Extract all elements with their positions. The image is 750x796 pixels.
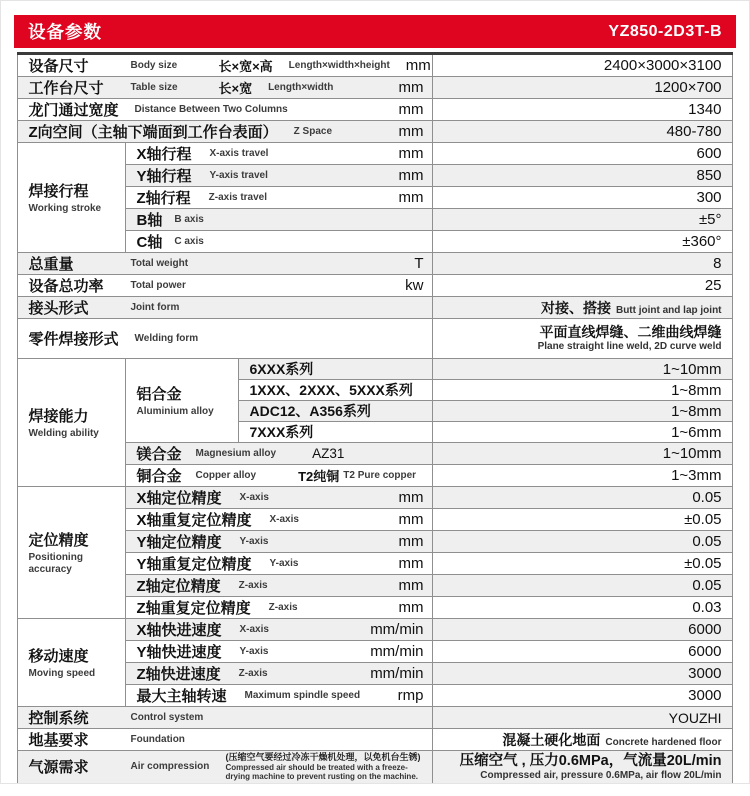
- row-spindle-speed: [18, 685, 732, 707]
- label-en: Foundation: [130, 734, 185, 745]
- row-air-compression: [18, 751, 732, 784]
- row-total-power: [18, 275, 732, 297]
- value-zh: 压缩空气 , 压力0.6MPa，气流量20L/min: [459, 752, 722, 769]
- label-zh: C轴: [136, 234, 163, 251]
- label-zh: 设备尺寸: [28, 58, 89, 75]
- row-z-rapid: [18, 663, 732, 685]
- value: 1~10mm: [432, 359, 732, 380]
- label-zh: Z轴定位精度: [136, 578, 221, 595]
- unit: mm: [398, 533, 424, 550]
- unit: mm: [398, 167, 424, 184]
- model-number: YZ850-2D3T-B: [608, 22, 722, 40]
- label-zh: 地基要求: [28, 732, 89, 749]
- row-foundation: [18, 729, 732, 751]
- value: 300: [432, 187, 732, 209]
- group-positioning: [18, 487, 126, 619]
- row-x-rep: [18, 509, 732, 531]
- group-working-stroke: [18, 143, 126, 253]
- label-zh: 气源需求: [28, 759, 89, 777]
- label-zh: 最大主轴转速: [136, 688, 227, 705]
- group-en: Welding ability: [28, 428, 99, 439]
- label-zh: X轴快进速度: [136, 622, 222, 639]
- unit: kw: [405, 277, 424, 294]
- row-al-6xxx: [18, 359, 732, 380]
- series-label: 7XXX系列: [249, 424, 314, 440]
- label-en: Distance Between Two Columns: [134, 104, 288, 115]
- value: 1340: [432, 99, 732, 121]
- row-y-rep: [18, 553, 732, 575]
- row-x-travel: [18, 143, 732, 165]
- label-en: Y-axis: [239, 646, 269, 657]
- label-en: Z-axis: [238, 580, 268, 591]
- row-x-pos: [18, 487, 732, 509]
- value: 3000: [432, 685, 732, 707]
- label-en: Maximum spindle speed: [244, 690, 361, 701]
- row-copper: [18, 465, 732, 487]
- value: 850: [432, 165, 732, 187]
- label-zh: 接头形式: [28, 300, 89, 317]
- series-label: ADC12、A356系列: [249, 403, 371, 419]
- value: ±0.05: [432, 553, 732, 575]
- label-en: Z-axis travel: [208, 192, 268, 203]
- value: 8: [432, 253, 732, 275]
- spec-en: T2 Pure copper: [343, 470, 417, 481]
- value-zh: 混凝土硬化地面: [502, 731, 601, 748]
- group-welding-ability: [18, 359, 126, 487]
- value-zh: 平面直线焊缝、二维曲线焊缝: [539, 323, 722, 340]
- value: YOUZHI: [432, 707, 732, 729]
- spec-zh: 长×宽: [218, 81, 253, 96]
- label-en: Welding form: [134, 333, 199, 344]
- value: 6000: [432, 641, 732, 663]
- label-en: Joint form: [130, 302, 180, 313]
- label-en: X-axis: [239, 492, 269, 503]
- label-en: Magnesium alloy: [195, 448, 277, 459]
- row-z-pos: [18, 575, 732, 597]
- value: 1~10mm: [432, 443, 732, 465]
- value-zh: 对接、搭接: [540, 299, 611, 316]
- page-title: 设备参数: [28, 22, 102, 42]
- value: ±0.05: [432, 509, 732, 531]
- label-zh: 控制系统: [28, 710, 89, 727]
- label-en: Z-axis: [238, 668, 268, 679]
- label-zh: 设备总功率: [28, 278, 104, 295]
- row-z-travel: [18, 187, 732, 209]
- label-en: B axis: [174, 214, 204, 225]
- value: 0.05: [432, 487, 732, 509]
- group-aluminium: [126, 359, 239, 443]
- series-label: 1XXX、2XXX、5XXX系列: [249, 382, 413, 398]
- header-bar: [14, 15, 736, 48]
- row-b-axis: [18, 209, 732, 231]
- label-en: Copper alloy: [195, 470, 257, 481]
- label-en: Table size: [130, 82, 178, 93]
- label-en: Y-axis: [269, 558, 299, 569]
- label-zh: Z轴行程: [136, 190, 191, 207]
- group-en: Working stroke: [28, 203, 102, 214]
- value-en: Concrete hardened floor: [605, 736, 722, 748]
- label-en: Y-axis: [239, 536, 269, 547]
- value: 1~3mm: [432, 465, 732, 487]
- label-en: C axis: [174, 236, 204, 247]
- group-zh: 定位精度: [28, 532, 89, 549]
- unit: mm/min: [370, 643, 424, 660]
- value-en: Compressed air, pressure 0.6MPa, air flow 20L/min: [480, 769, 722, 781]
- spec: AZ31: [312, 446, 345, 461]
- unit: mm: [398, 555, 424, 572]
- unit: rmp: [397, 687, 424, 704]
- value: 1200×700: [432, 77, 732, 99]
- series-label: 6XXX系列: [249, 361, 314, 377]
- label-en: X-axis: [239, 624, 269, 635]
- row-magnesium: [18, 443, 732, 465]
- spec-en: Length×width×height: [288, 60, 390, 71]
- group-zh: 铝合金: [136, 386, 182, 403]
- row-total-weight: [18, 253, 732, 275]
- label-en: Y-axis travel: [209, 170, 268, 181]
- spec-zh: 长×宽×高: [218, 59, 273, 74]
- label-zh: X轴行程: [136, 146, 192, 163]
- label-zh: 镁合金: [136, 446, 182, 463]
- air-note: [226, 752, 424, 782]
- group-en: Moving speed: [28, 668, 96, 679]
- unit: mm: [398, 189, 424, 206]
- value: 1~8mm: [432, 380, 732, 401]
- label-en: Body size: [130, 60, 178, 71]
- label-zh: 龙门通过宽度: [28, 102, 119, 119]
- unit: mm: [398, 489, 424, 506]
- value: 600: [432, 143, 732, 165]
- row-z-rep: [18, 597, 732, 619]
- label-en: Air compression: [130, 761, 210, 773]
- unit: mm: [398, 145, 424, 162]
- row-gantry-width: [18, 99, 732, 121]
- air-note-en: Compressed air should be treated with a freeze-drying machine to prevent rusting on the machine.: [225, 762, 418, 782]
- row-c-axis: [18, 231, 732, 253]
- row-joint-form: [18, 297, 732, 319]
- label-en: Z-axis: [268, 602, 298, 613]
- unit: mm: [398, 101, 424, 118]
- value: ±360°: [432, 231, 732, 253]
- air-note-zh: (压缩空气要经过冷冻干燥机处理，以免机台生锈): [225, 752, 421, 762]
- spec-zh: T2纯铜: [298, 469, 340, 484]
- label-en: X-axis travel: [209, 148, 269, 159]
- row-z-space: [18, 121, 732, 143]
- group-zh: 焊接行程: [28, 183, 89, 200]
- row-x-rapid: [18, 619, 732, 641]
- row-welding-form: [18, 319, 732, 359]
- value: 480-780: [432, 121, 732, 143]
- unit: mm/min: [370, 621, 424, 638]
- row-y-rapid: [18, 641, 732, 663]
- value: 6000: [432, 619, 732, 641]
- label-zh: 工作台尺寸: [28, 80, 104, 97]
- label-en: X-axis: [269, 514, 299, 525]
- label-en: Total weight: [130, 258, 189, 269]
- value: 1~8mm: [432, 401, 732, 422]
- row-table-size: [18, 77, 732, 99]
- value-en: Plane straight line weld, 2D curve weld: [537, 341, 722, 352]
- row-control-system: [18, 707, 732, 729]
- value-en: Butt joint and lap joint: [615, 304, 722, 316]
- label-en: Z Space: [293, 126, 333, 137]
- label-zh: Y轴定位精度: [136, 534, 222, 551]
- value: 3000: [432, 663, 732, 685]
- value: 1~6mm: [432, 422, 732, 443]
- unit: mm: [405, 57, 431, 74]
- row-y-pos: [18, 531, 732, 553]
- unit: mm: [398, 79, 424, 96]
- unit: mm: [398, 599, 424, 616]
- spec-en: Length×width: [268, 82, 334, 93]
- row-body-size: [18, 54, 732, 77]
- group-zh: 焊接能力: [28, 408, 89, 425]
- label-zh: Y轴重复定位精度: [136, 556, 252, 573]
- unit: mm: [398, 511, 424, 528]
- label-zh: B轴: [136, 212, 163, 229]
- label-en: Control system: [130, 712, 204, 723]
- group-zh: 移动速度: [28, 648, 89, 665]
- label-zh: 铜合金: [136, 468, 182, 485]
- label-zh: 零件焊接形式: [28, 331, 119, 348]
- unit: T: [414, 255, 424, 272]
- unit: mm: [398, 577, 424, 594]
- label-en: Total power: [130, 280, 186, 291]
- row-y-travel: [18, 165, 732, 187]
- value: 2400×3000×3100: [432, 54, 732, 77]
- group-en: Positioning accuracy: [28, 552, 83, 575]
- label-zh: Z向空间（主轴下端面到工作台表面）: [28, 124, 278, 141]
- label-zh: X轴重复定位精度: [136, 512, 252, 529]
- label-zh: Y轴快进速度: [136, 644, 222, 661]
- value: 0.05: [432, 575, 732, 597]
- label-zh: X轴定位精度: [136, 490, 222, 507]
- label-zh: 总重量: [28, 256, 74, 273]
- label-zh: Z轴重复定位精度: [136, 600, 251, 617]
- group-en: Aluminium alloy: [136, 406, 214, 417]
- value: 0.05: [432, 531, 732, 553]
- unit: mm: [398, 123, 424, 140]
- spec-table: [17, 52, 732, 784]
- value: 0.03: [432, 597, 732, 619]
- unit: mm/min: [370, 665, 424, 682]
- group-moving-speed: [18, 619, 126, 707]
- label-zh: Y轴行程: [136, 168, 192, 185]
- value: 25: [432, 275, 732, 297]
- value: ±5°: [432, 209, 732, 231]
- label-zh: Z轴快进速度: [136, 666, 221, 683]
